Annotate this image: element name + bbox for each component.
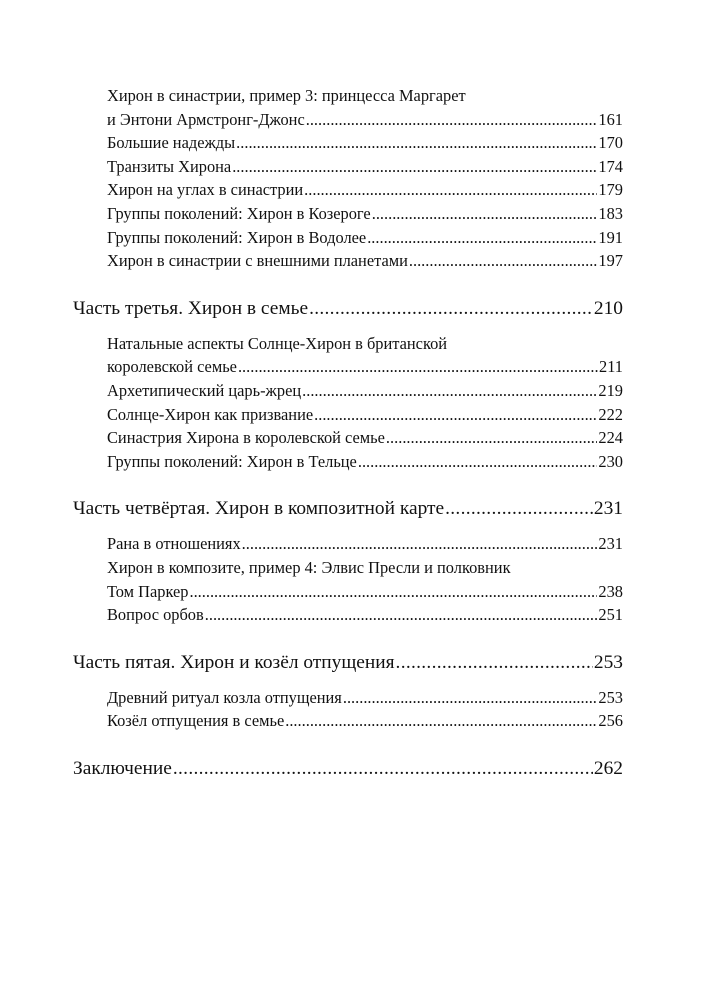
toc-section [73,755,623,782]
toc-entry-line [107,709,623,733]
toc-entry-line [107,686,623,710]
toc-page-number: 262 [593,757,623,779]
toc-sublist [73,532,623,626]
toc-page-number: 251 [598,605,623,625]
toc-section-continued [73,84,623,273]
toc-entry-title: Транзиты Хирона [107,156,232,176]
toc-entry-title: Синастрия Хирона в королевской семье [107,428,385,448]
dot-leader [445,495,593,522]
dot-leader [302,379,597,403]
toc-entry-line [107,426,623,450]
toc-entry[interactable] [107,379,623,403]
toc-entry[interactable] [107,532,623,556]
toc-entry-title: Солнце-Хирон как призвание [107,404,314,424]
toc-page-number: 256 [598,711,623,731]
toc-entry-title: Часть пятая. Хирон и козёл отпущения [73,651,395,673]
toc-entry-title: Большие надежды [107,133,236,153]
dot-leader [173,755,593,782]
toc-entry[interactable] [107,403,623,427]
toc-entry-line [107,580,623,604]
toc-page-number: 219 [598,380,623,400]
toc-entry-line [107,379,623,403]
toc-part-entry[interactable] [73,295,623,322]
toc-page-number: 170 [598,133,623,153]
dot-leader [205,603,598,627]
toc-part-entry[interactable] [73,495,623,522]
dot-leader [372,202,598,226]
toc-entry-title-line1: Хирон в композите, пример 4: Элвис Пресли и полковник [107,557,511,577]
toc-sublist [73,332,623,474]
dot-leader [304,178,597,202]
toc-entry-line [107,249,623,273]
toc-entry-line [73,649,623,676]
toc-entry-line [73,495,623,522]
toc-page-number: 183 [598,203,623,223]
toc-page-number: 174 [598,156,623,176]
toc-entry-title: Группы поколений: Хирон в Водолее [107,227,367,247]
toc-entry-line [107,155,623,179]
toc-entry-title: Том Паркер [107,581,189,601]
dot-leader [306,108,598,132]
toc-entry-title: Хирон в синастрии с внешними планетами [107,251,408,271]
toc-entry[interactable] [107,202,623,226]
toc-entry[interactable] [107,178,623,202]
toc-entry-title: Вопрос орбов [107,605,204,625]
toc-part-entry[interactable] [73,755,623,782]
toc-entry[interactable] [107,603,623,627]
dot-leader [232,155,597,179]
toc-entry-title: Заключение [73,757,172,779]
toc-entry-title: Козёл отпущения в семье [107,711,285,731]
toc-entry-line [107,108,623,132]
toc-entry-title: Древний ритуал козла отпущения [107,687,342,707]
toc-page-number: 161 [598,109,623,129]
toc-entry-title: королевской семье [107,357,237,377]
toc-entry-line [107,532,623,556]
toc-page-number: 191 [598,227,623,247]
toc-entry-line [107,450,623,474]
toc-entry-title: Хирон на углах в синастрии [107,180,304,200]
toc-sublist [73,84,623,273]
table-of-contents [73,84,623,804]
toc-entry-title-line1: Натальные аспекты Солнце-Хирон в британской [107,333,448,353]
toc-entry[interactable] [107,226,623,250]
dot-leader [386,426,597,450]
toc-section [73,649,623,733]
toc-sublist [73,686,623,733]
dot-leader [367,226,597,250]
toc-page-number: 231 [598,534,623,554]
toc-entry-line [107,202,623,226]
toc-entry-title-line1: Хирон в синастрии, пример 3: принцесса Маргарет [107,86,466,105]
toc-page-number: 224 [598,428,623,448]
toc-entry-title: Рана в отношениях [107,534,241,554]
toc-entry-title: Группы поколений: Хирон в Тельце [107,451,357,471]
toc-entry-line [73,295,623,322]
toc-entry[interactable] [107,332,623,379]
toc-entry-line [107,355,623,379]
toc-page-number: 197 [598,251,623,271]
toc-page-number: 230 [598,451,623,471]
dot-leader [358,450,598,474]
toc-entry[interactable] [107,709,623,733]
dot-leader [236,131,597,155]
toc-section [73,495,623,626]
toc-entry-title: и Энтони Армстронг-Джонс [107,109,305,129]
toc-entry[interactable] [107,155,623,179]
dot-leader [285,709,597,733]
dot-leader [189,580,597,604]
toc-entry-line [107,226,623,250]
toc-entry[interactable] [107,450,623,474]
dot-leader [314,403,597,427]
toc-entry-line [107,403,623,427]
toc-entry[interactable] [107,131,623,155]
dot-leader [396,649,593,676]
toc-part-entry[interactable] [73,649,623,676]
toc-entry[interactable] [107,84,623,131]
toc-page-number: 253 [593,651,623,673]
toc-entry[interactable] [107,556,623,603]
toc-entry-title: Часть третья. Хирон в семье [73,297,309,319]
toc-entry[interactable] [107,426,623,450]
toc-page-number: 211 [599,357,623,377]
toc-entry-line [107,603,623,627]
toc-entry-title: Группы поколений: Хирон в Козероге [107,203,371,223]
dot-leader [409,249,598,273]
toc-page-number: 179 [598,180,623,200]
dot-leader [343,686,598,710]
toc-entry-title: Архетипический царь-жрец [107,380,302,400]
toc-entry-line [107,131,623,155]
toc-section [73,295,623,474]
toc-entry-line [73,755,623,782]
toc-page-number: 222 [598,404,623,424]
dot-leader [242,532,598,556]
toc-entry[interactable] [107,686,623,710]
toc-entry-title: Часть четвёртая. Хирон в композитной карте [73,498,445,520]
dot-leader [309,295,593,322]
toc-entry-line [107,178,623,202]
toc-page-number: 253 [598,687,623,707]
toc-page-number: 238 [598,581,623,601]
toc-entry[interactable] [107,249,623,273]
toc-page-number: 231 [593,498,623,520]
dot-leader [238,355,598,379]
toc-page-number: 210 [593,297,623,319]
